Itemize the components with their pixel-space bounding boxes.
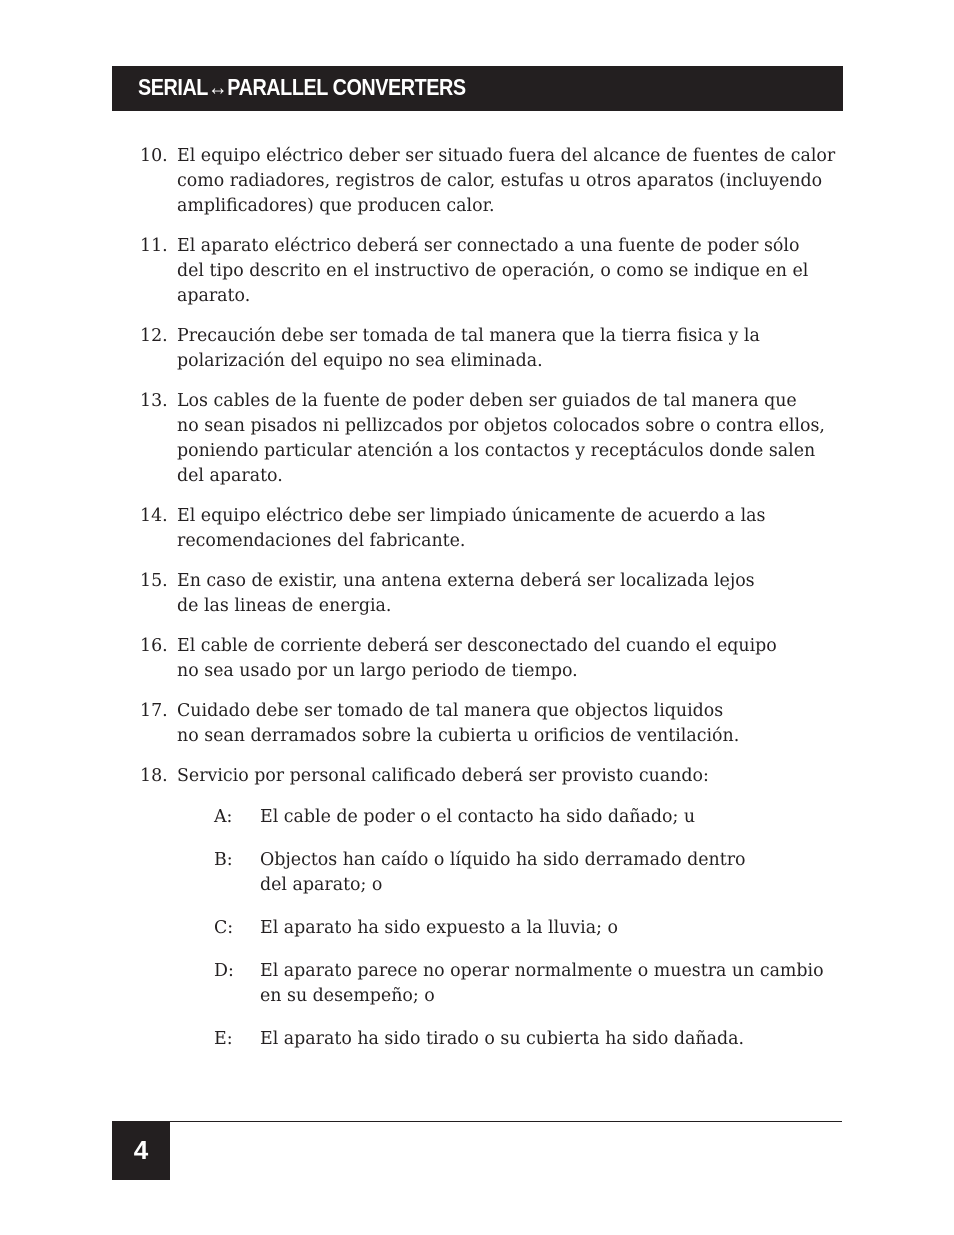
sublist-item-text xyxy=(260,848,746,898)
text-line: del aparato; o xyxy=(260,875,383,895)
list-item-text xyxy=(177,234,850,309)
text-line: de las lineas de energia. xyxy=(177,596,392,616)
list-item xyxy=(140,569,850,619)
sublist-item-text xyxy=(260,1027,744,1052)
list-item-text xyxy=(177,324,850,374)
list-item-text xyxy=(177,389,850,489)
list-item-number: 16. xyxy=(140,636,168,656)
sublist-item xyxy=(214,805,850,830)
text-line: aparato. xyxy=(177,286,251,306)
text-line: El cable de poder o el contacto ha sido dañado; u xyxy=(260,807,696,827)
list-item-number: 17. xyxy=(140,701,168,721)
text-line: El aparato ha sido tirado o su cubierta ha sido dañada. xyxy=(260,1029,744,1049)
text-line: El equipo eléctrico debe ser limpiado únicamente de acuerdo a las xyxy=(177,506,766,526)
text-line: Precaución debe ser tomada de tal manera que la tierra fisica y la xyxy=(177,326,760,346)
list-item-number: 12. xyxy=(140,326,168,346)
text-line: en su desempeño; o xyxy=(260,986,435,1006)
list-item-text xyxy=(177,569,850,619)
text-line: El cable de corriente deberá ser desconectado del cuando el equipo xyxy=(177,636,777,656)
list-item xyxy=(140,504,850,554)
list-item-text xyxy=(177,634,850,684)
text-line: Objectos han caído o líquido ha sido derramado dentro xyxy=(260,850,746,870)
safety-instructions xyxy=(140,144,850,1085)
sublist-item xyxy=(214,848,850,898)
numbered-list xyxy=(140,144,850,1070)
sublist-item-letter: E: xyxy=(214,1029,233,1049)
sublist-item xyxy=(214,916,850,941)
text-line: polarización del equipo no sea eliminada. xyxy=(177,351,543,371)
list-item xyxy=(140,234,850,309)
list-item-text xyxy=(177,144,850,219)
sublist-item-text xyxy=(260,805,695,830)
text-line: del aparato. xyxy=(177,466,283,486)
text-line: El equipo eléctrico deber ser situado fuera del alcance de fuentes de calor xyxy=(177,146,836,166)
text-line: recomendaciones del fabricante. xyxy=(177,531,466,551)
list-item-number: 18. xyxy=(140,766,168,786)
sublist-item-letter: D: xyxy=(214,961,234,981)
page-number: 4 xyxy=(112,1121,170,1180)
text-line: En caso de existir, una antena externa deberá ser localizada lejos xyxy=(177,571,755,591)
text-line: El aparato eléctrico deberá ser connectado a una fuente de poder sólo xyxy=(177,236,800,256)
header-bar xyxy=(112,66,843,111)
list-item-text xyxy=(177,764,850,1070)
sublist-item-letter: C: xyxy=(214,918,234,938)
page-header-title: SERIAL↔PARALLEL CONVERTERS xyxy=(138,74,466,100)
text-line: amplificadores) que producen calor. xyxy=(177,196,495,216)
lettered-sublist xyxy=(214,805,850,1052)
sublist-item-letter: A: xyxy=(214,807,233,827)
list-item xyxy=(140,634,850,684)
list-item xyxy=(140,764,850,1070)
sublist-item-letter: B: xyxy=(214,850,233,870)
text-line: Los cables de la fuente de poder deben ser guiados de tal manera que xyxy=(177,391,797,411)
text-line: El aparato parece no operar normalmente o muestra un cambio xyxy=(260,961,824,981)
text-line: Cuidado debe ser tomado de tal manera que objectos liquidos xyxy=(177,701,724,721)
list-item xyxy=(140,144,850,219)
text-line: El aparato ha sido expuesto a la lluvia; o xyxy=(260,918,618,938)
list-item xyxy=(140,389,850,489)
sublist-item xyxy=(214,1027,850,1052)
text-line: no sean derramados sobre la cubierta u orificios de ventilación. xyxy=(177,726,740,746)
list-item-text xyxy=(177,699,850,749)
text-line: no sea usado por un largo periodo de tiempo. xyxy=(177,661,578,681)
sublist-item xyxy=(214,959,850,1009)
text-line: como radiadores, registros de calor, estufas u otros aparatos (incluyendo xyxy=(177,171,823,191)
sublist-item-text xyxy=(260,916,618,941)
list-item xyxy=(140,324,850,374)
sublist-item-text xyxy=(260,959,824,1009)
list-item xyxy=(140,699,850,749)
list-item-text xyxy=(177,504,850,554)
text-line: del tipo descrito en el instructivo de operación, o como se indique en el xyxy=(177,261,809,281)
list-item-number: 15. xyxy=(140,571,168,591)
list-item-number: 13. xyxy=(140,391,168,411)
list-item-number: 10. xyxy=(140,146,168,166)
list-item-number: 11. xyxy=(140,236,168,256)
footer-rule xyxy=(112,1121,842,1122)
text-line: Servicio por personal calificado deberá ser provisto cuando: xyxy=(177,766,709,786)
list-item-number: 14. xyxy=(140,506,168,526)
text-line: no sean pisados ni pellizcados por objetos colocados sobre o contra ellos, xyxy=(177,416,825,436)
text-line: poniendo particular atención a los contactos y receptáculos donde salen xyxy=(177,441,816,461)
